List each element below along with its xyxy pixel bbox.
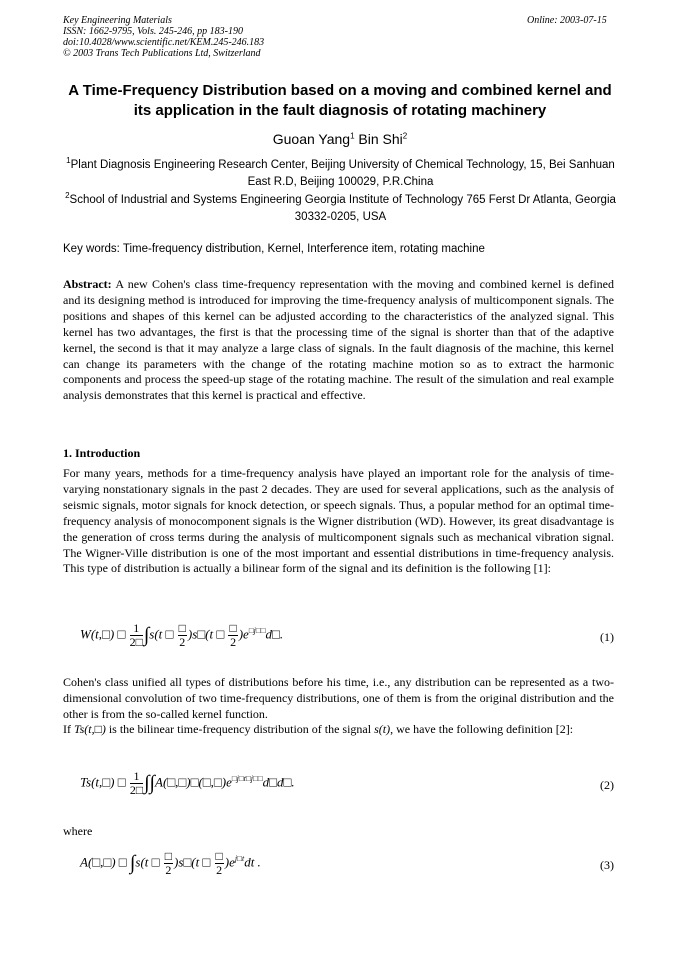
integral-sign: ∫∫ — [144, 772, 156, 794]
fraction — [130, 770, 143, 797]
numerator: □ — [229, 621, 237, 635]
denominator: 2□ — [129, 783, 144, 797]
eq-term: )e — [238, 626, 249, 642]
paragraph: Cohen's class unified all types of distributions before his time, i.e., any distribution can be represented as a two-dimensional convolution of two time-frequency distributions, one of them is from the original distribution and the other is from the so-called kernel function. — [63, 675, 614, 721]
eq-term: dt . — [244, 854, 261, 870]
author-affil-mark: 2 — [402, 131, 408, 141]
denominator: 2 — [179, 635, 186, 649]
where-label: where — [63, 824, 93, 838]
section-heading: 1. Introduction — [63, 446, 141, 460]
equation-body — [80, 770, 295, 797]
affil-text: School of Industrial and Systems Engineering Georgia Institute of Technology 765 Ferst Dr Atlanta, Georgia 30332-0205, USA — [69, 194, 616, 223]
paper-title: A Time-Frequency Distribution based on a moving and combined kernel and its application in the fault diagnosis of rotating machinery — [68, 82, 612, 119]
eq-term: s(t □ — [149, 626, 177, 642]
abstract-text: A new Cohen's class time-frequency representation with the moving and combined kernel is defined and its designing method is introduced for improving the time-frequency analysis of multicomponent signals. The positions and shapes of this kernel can be adjusted according to the characteristics of the analyzed signal. This kernel has two advantages, the first is that the processing time of the signal is shorter than that of the adaptive kernel, the second is that it may analyze a large class of signals. In the fault diagnosis of the machine, this kernel can change its parameters with the change of the rotating machine motion so as to extract the harmonic components and process the speed-up stage of the rotating machine. The result of the simulation and real example analysis demonstrates that this kernel is practical and effective. — [63, 277, 614, 403]
equation-number: (2) — [600, 778, 614, 792]
issn-line: ISSN: 1662-9795, Vols. 245-246, pp 183-190 — [63, 26, 243, 37]
affiliation-2 — [63, 192, 618, 226]
fraction — [178, 622, 187, 649]
affil-mark: 2 — [65, 191, 70, 201]
affil-mark: 1 — [66, 156, 71, 166]
exponent: □j□t□j□□ — [231, 774, 263, 784]
text-span: , we have the following definition [2]: — [390, 722, 574, 736]
denominator: 2□ — [129, 635, 143, 649]
eq-lhs: W(t,□) □ — [80, 626, 129, 642]
exponent: j□t — [234, 854, 245, 864]
author-line — [60, 130, 620, 148]
paragraph — [63, 722, 614, 738]
numerator: □ — [215, 849, 223, 863]
equation-1 — [80, 622, 614, 662]
online-date: Online: 2003-07-15 — [527, 15, 607, 26]
integral-sign: ∫ — [143, 624, 150, 646]
affiliation-1 — [63, 157, 618, 191]
equation-2 — [80, 770, 614, 810]
equation-number: (1) — [600, 630, 614, 644]
fraction — [164, 850, 173, 877]
intro-paragraph: For many years, methods for a time-frequency analysis have played an important role for the analysis of time-varying nonstationary signals in the past 2 decades. They are used for several applications, such as the analysis of seismic signals, motor signals for knock detection, or speech signals. Thus, a popular method for an optimal time-frequency analysis of monocomponent signals is the Wigner distribution (WD). However, its great disadvantage is the generation of cross terms during the analysis of multicomponent signals such as mechanical vibration signal. The Wigner-Ville distribution is one of the most important and essential distributions in time-frequency analysis. This type of distribution is actually a bilinear form of the signal and its definition is the following [1]: — [63, 466, 614, 576]
exponent: □j□□ — [248, 626, 266, 636]
eq-lhs: A(□,□) □ — [80, 854, 130, 870]
eq-term: A(□,□)□(□,□)e — [155, 774, 232, 790]
abstract-label: Abstract: — [63, 277, 112, 291]
denominator: 2 — [230, 635, 237, 649]
symbol: Ts(t,□) — [74, 722, 106, 736]
affil-text: Plant Diagnosis Engineering Research Center, Beijing University of Chemical Technology, 15, Bei Sanhuan East R.D, Beijing 100029, P.R.China — [70, 159, 615, 188]
fraction — [215, 850, 224, 877]
fraction — [130, 622, 143, 649]
author-name: Guoan Yang — [272, 131, 351, 147]
integral-sign: ∫ — [129, 852, 136, 874]
doi-line[interactable]: doi:10.4028/www.scientific.net/KEM.245-246.183 — [63, 37, 265, 48]
equation-3 — [80, 850, 614, 890]
equation-body — [80, 622, 283, 649]
symbol: s(t) — [374, 722, 391, 736]
keywords: Key words: Time-frequency distribution, Kernel, Interference item, rotating machine — [63, 243, 485, 255]
eq-term: s(t □ — [135, 854, 163, 870]
numerator: □ — [164, 849, 172, 863]
equation-number: (3) — [600, 858, 614, 872]
eq-term: )s□(t □ — [174, 854, 214, 870]
eq-term: d□. — [265, 626, 284, 642]
eq-term: )s□(t □ — [187, 626, 228, 642]
numerator: 1 — [130, 622, 143, 636]
author-name: Bin Shi — [354, 131, 403, 147]
journal-name: Key Engineering Materials — [63, 15, 172, 26]
eq-term: d□d□. — [262, 774, 295, 790]
journal-header — [63, 15, 264, 59]
eq-term: )e — [224, 854, 235, 870]
author-affil-mark: 1 — [350, 131, 355, 141]
denominator: 2 — [165, 863, 172, 877]
equation-body — [80, 850, 261, 877]
copyright-line: © 2003 Trans Tech Publications Ltd, Switzerland — [63, 48, 261, 59]
fraction — [228, 622, 237, 649]
denominator: 2 — [216, 863, 223, 877]
numerator: 1 — [130, 770, 143, 784]
text-span: If — [63, 722, 74, 736]
text-span: is the bilinear time-frequency distribution of the signal — [105, 722, 375, 736]
numerator: □ — [178, 621, 186, 635]
eq-lhs: Ts(t,□) □ — [80, 774, 129, 790]
abstract — [63, 277, 614, 404]
